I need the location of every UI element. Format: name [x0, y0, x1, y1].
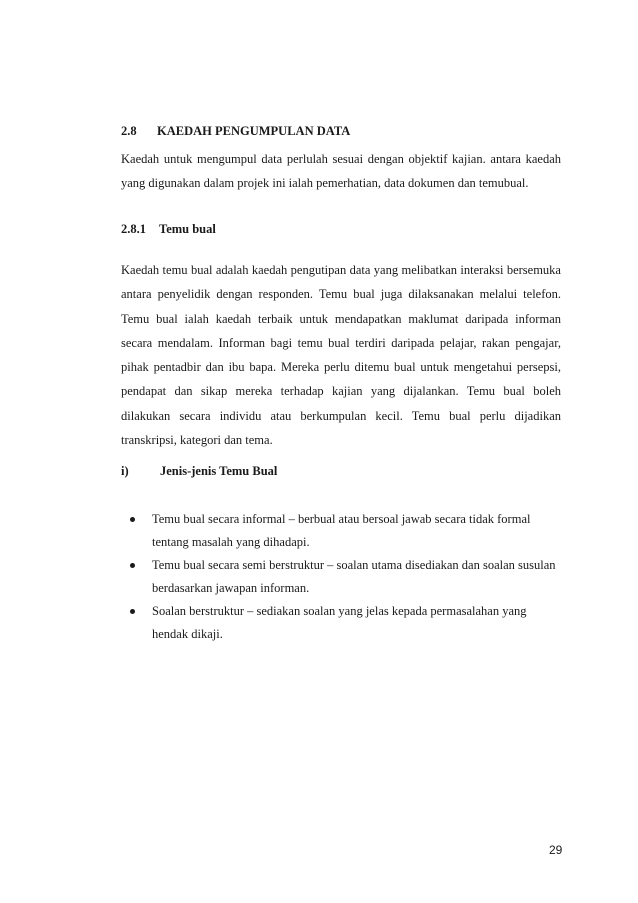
bullet-icon: [130, 517, 135, 522]
subsection-title: Temu bual: [159, 222, 216, 236]
list-heading-marker: i): [121, 464, 129, 478]
list-item: [121, 508, 561, 553]
list-heading-title: Jenis-jenis Temu Bual: [160, 464, 278, 478]
list-item: [121, 600, 561, 645]
bullet-icon: [130, 609, 135, 614]
subsection-number: 2.8.1: [121, 222, 146, 236]
section-number: 2.8: [121, 124, 137, 138]
list-item-text: Temu bual secara semi berstruktur – soalan utama disediakan dan soalan susulan berdasarkan jawapan informan.: [152, 558, 556, 595]
bullet-list: [121, 508, 561, 646]
bullet-icon: [130, 563, 135, 568]
subsection-body-paragraph: Kaedah temu bual adalah kaedah pengutipan data yang melibatkan interaksi bersemuka antara penyelidik dengan responden. Temu bual juga dilaksanakan melalui telefon. Temu bual ialah kaedah terbaik untuk mendapatkan maklumat daripada informan secara mendalam. Informan bagi temu bual terdiri daripada pelajar, rakan pengajar, pihak pentadbir dan ibu bapa. Mereka perlu ditemu bual untuk mengetahui persepsi, pendapat dan sikap mereka terhadap kajian yang dijalankan. Temu bual boleh dilakukan secara individu atau berkumpulan kecil. Temu bual perlu dijadikan transkripsi, kategori dan tema.: [121, 263, 561, 448]
section-intro-paragraph: Kaedah untuk mengumpul data perlulah sesuai dengan objektif kajian. antara kaedah yang digunakan dalam projek ini ialah pemerhatian, data dokumen dan temubual.: [121, 152, 561, 191]
page-number: 29: [549, 843, 563, 857]
list-item-text: Temu bual secara informal – berbual atau bersoal jawab secara tidak formal tentang masalah yang dihadapi.: [152, 512, 531, 549]
list-item: [121, 554, 561, 599]
list-item-text: Soalan berstruktur – sediakan soalan yang jelas kepada permasalahan yang hendak dikaji.: [152, 604, 527, 641]
section-title: KAEDAH PENGUMPULAN DATA: [157, 124, 351, 138]
